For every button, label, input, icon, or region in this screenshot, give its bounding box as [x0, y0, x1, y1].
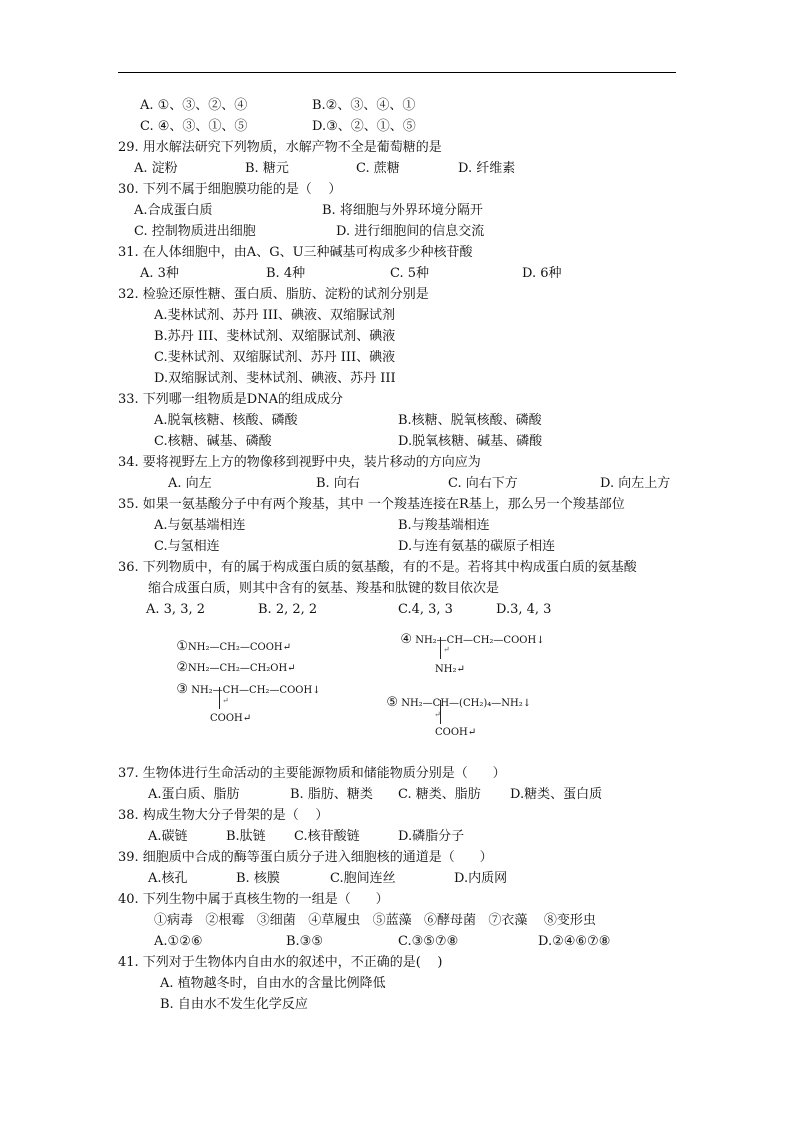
q39-option-c: C.胞间连丝: [330, 871, 396, 886]
q29-stem: 29. 用水解法研究下列物质，水解产物不全是葡萄糖的是: [118, 140, 442, 155]
q34-option-a: A. 向左: [168, 476, 212, 491]
formula-4: [394, 622, 545, 647]
q32-option-d: D.双缩脲试剂、斐林试剂、碘液、苏丹 III: [154, 371, 396, 386]
q38-stem: 38. 构成生物大分子骨架的是（ ）: [118, 808, 329, 823]
formula-3-number: ③: [176, 682, 189, 697]
q35-option-d: D.与连有氨基的碳原子相连: [398, 539, 556, 554]
q34-option-d: D. 向左上方: [600, 476, 671, 491]
q37-option-d: D.糖类、蛋白质: [510, 787, 603, 802]
q32-option-a: A.斐林试剂、苏丹 III、碘液、双缩脲试剂: [154, 308, 396, 323]
q31-option-b: B. 4种: [266, 266, 306, 281]
q32-option-c: C.斐林试剂、双缩脲试剂、苏丹 III、碘液: [154, 350, 396, 365]
q37-stem: 37. 生物体进行生命活动的主要能源物质和储能物质分别是（ ）: [118, 766, 506, 781]
q36-option-a: A. 3, 3, 2: [146, 602, 205, 617]
q29-option-b: B. 糖元: [245, 161, 289, 176]
q35-option-c: C.与氢相连: [154, 539, 220, 554]
formula-5: [380, 685, 531, 710]
q37-option-c: C. 糖类、脂肪: [398, 787, 481, 802]
formula-3-text: NH₂—CH—CH₂—COOH↓: [191, 685, 321, 696]
q28-option-b: B.②、③、④、①: [312, 98, 416, 113]
q41-option-a: A. 植物越冬时，自由水的含量比例降低: [160, 976, 386, 991]
q33-option-d: D.脱氧核糖、碱基、磷酸: [398, 434, 543, 449]
q40-option-a: A.①②⑥: [154, 934, 203, 949]
q38-option-a: A.碳链: [148, 829, 188, 844]
formula-1-number: ①: [176, 639, 189, 654]
formula-2-number: ②: [176, 660, 189, 675]
formula-5-arrow-icon: ↵: [434, 710, 441, 719]
q31-option-d: D. 6种: [522, 266, 562, 281]
q38-option-b: B.肽链: [226, 829, 266, 844]
q30-option-c: C. 控制物质进出细胞: [134, 224, 256, 239]
q38-option-d: D.磷脂分子: [398, 829, 465, 844]
q39-option-d: D.内质网: [454, 871, 508, 886]
q29-option-d: D. 纤维素: [458, 161, 516, 176]
q36-option-d: D.3, 4, 3: [496, 602, 552, 617]
q40-option-c: C.③⑤⑦⑧: [398, 934, 459, 949]
formula-5-sub: COOH↵: [435, 727, 477, 738]
q34-option-c: C. 向右下方: [448, 476, 518, 491]
header-rule: [118, 72, 676, 73]
formula-3: [170, 672, 321, 697]
q39-option-b: B. 核膜: [236, 871, 280, 886]
q36-option-b: B. 2, 2, 2: [258, 602, 318, 617]
q36-stem-line2: 缩合成蛋白质，则其中含有的氨基、羧基和肽键的数目依次是: [148, 581, 500, 596]
q29-option-a: A. 淀粉: [134, 161, 178, 176]
q35-option-a: A.与氨基端相连: [154, 518, 246, 533]
q30-option-b: B. 将细胞与外界环境分隔开: [322, 203, 483, 218]
q41-option-b: B. 自由水不发生化学反应: [160, 997, 308, 1012]
formula-3-bond: [219, 687, 220, 709]
formula-4-bond: [440, 637, 441, 659]
q33-stem: 33. 下列哪一组物质是DNA的组成成分: [118, 392, 343, 407]
q39-stem: 39. 细胞质中合成的酶等蛋白质分子进入细胞核的通道是（ ）: [118, 850, 493, 865]
q33-option-c: C.核糖、碱基、磷酸: [154, 434, 272, 449]
q40-option-d: D.②④⑥⑦⑧: [538, 934, 611, 949]
q40-items: ①病毒 ②根霉 ③细菌 ④草履虫 ⑤蓝藻 ⑥酵母菌 ⑦衣藻 ⑧变形虫: [154, 913, 596, 928]
formula-4-arrow-icon: ↵: [443, 645, 450, 654]
q30-stem: 30. 下列不属于细胞膜功能的是（ ）: [118, 182, 342, 197]
formula-2-text: NH₂—CH₂—CH₂OH↵: [188, 663, 296, 674]
q41-stem: 41. 下列对于生物体内自由水的叙述中，不正确的是( ): [118, 955, 443, 970]
q32-option-b: B.苏丹 III、斐林试剂、双缩脲试剂、碘液: [154, 329, 396, 344]
formula-5-text: NH₂—CH—(CH₂)₄—NH₂↓: [401, 698, 532, 709]
formula-4-number: ④: [400, 632, 413, 647]
q35-stem: 35. 如果一氨基酸分子中有两个羧基，其中 一个羧基连接在R基上，那么另一个羧基部位: [118, 497, 625, 512]
q33-option-b: B.核糖、脱氧核酸、磷酸: [398, 413, 542, 428]
q31-option-a: A. 3种: [140, 266, 179, 281]
q32-stem: 32. 检验还原性糖、蛋白质、脂肪、淀粉的试剂分别是: [118, 287, 429, 302]
q35-option-b: B.与羧基端相连: [398, 518, 490, 533]
q34-option-b: B. 向右: [316, 476, 360, 491]
q37-option-a: A.蛋白质、脂肪: [148, 787, 240, 802]
formula-3-arrow-icon: ↵: [222, 696, 229, 705]
q33-option-a: A.脱氧核糖、核酸、磷酸: [154, 413, 298, 428]
q38-option-c: C.核苷酸链: [294, 829, 360, 844]
formula-1-text: NH₂—CH₂—COOH↵: [188, 642, 292, 653]
q30-option-d: D. 进行细胞间的信息交流: [336, 224, 485, 239]
formula-5-number: ⑤: [386, 695, 399, 710]
q31-option-c: C. 5种: [390, 266, 430, 281]
q40-stem: 40. 下列生物中属于真核生物的一组是（ ）: [118, 892, 389, 907]
q28-option-c: C. ④、③、①、⑤: [140, 119, 248, 134]
formula-4-text: NH₂—CH—CH₂—COOH↓: [415, 635, 545, 646]
formula-4-sub: NH₂↵: [435, 664, 465, 675]
q34-stem: 34. 要将视野左上方的物像移到视野中央，装片移动的方向应为: [118, 455, 481, 470]
q28-option-d: D.③、②、①、⑤: [312, 119, 416, 134]
formula-3-sub: COOH↵: [210, 713, 252, 724]
q28-option-a: A. ①、③、②、④: [140, 98, 248, 113]
q36-stem-line1: 36. 下列物质中，有的属于构成蛋白质的氨基酸，有的不是。若将其中构成蛋白质的氨基酸: [118, 560, 637, 575]
q31-stem: 31. 在人体细胞中，由A、G、U三种碱基可构成多少种核苷酸: [118, 245, 473, 260]
q29-option-c: C. 蔗糖: [356, 161, 400, 176]
q39-option-a: A.核孔: [148, 871, 188, 886]
q40-option-b: B.③⑤: [286, 934, 323, 949]
q30-option-a: A.合成蛋白质: [134, 203, 213, 218]
q37-option-b: B. 脂肪、糖类: [290, 787, 373, 802]
q36-option-c: C.4, 3, 3: [398, 602, 453, 617]
